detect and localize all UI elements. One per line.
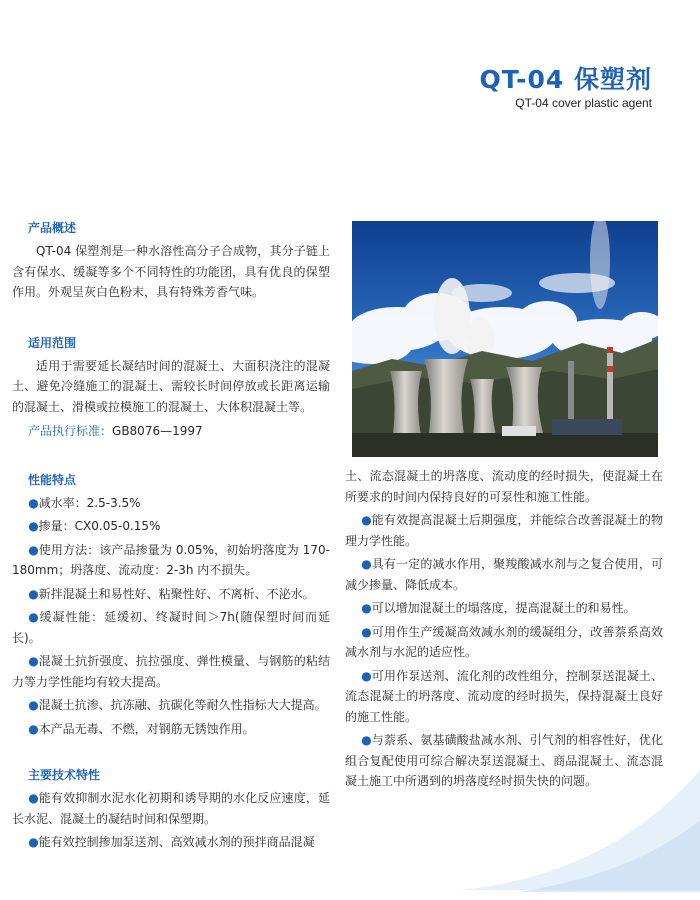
list-item: ●掺量：CX0.05-0.15% <box>28 519 161 533</box>
bullet-icon: ● <box>28 586 39 601</box>
bullet-icon: ● <box>28 495 39 510</box>
overview-heading: 产品概述 <box>28 221 77 235</box>
bullet-icon: ● <box>361 601 372 615</box>
scope-heading: 适用范围 <box>28 335 77 350</box>
list-item: ●可以增加混凝土的塌落度，提高混凝土的和易性。 <box>361 601 636 615</box>
list-item: ●可用作泵送剂、流化剂的改性组分，控制泵送混凝土、流态混凝土的坍落度、流动度的经时损失，保持混凝土良好的施工性能。 <box>345 668 663 724</box>
list-item: ●使用方法：该产品掺量为 0.05%，初始坍落度为 170-180mm；坍落度、流动度：2-3h 内不损失。 <box>12 542 330 577</box>
bullet-icon: ● <box>361 668 372 683</box>
bullet-icon: ● <box>28 542 39 557</box>
list-item: ●缓凝性能：延缓初、终凝时间＞7h(随保塑时间而延长)。 <box>12 610 330 645</box>
standard-line <box>28 421 330 442</box>
decorative-wave <box>340 730 700 900</box>
product-title: QT-04 保塑剂 <box>479 65 652 94</box>
bullet-icon: ● <box>28 654 39 668</box>
list-item: ●与萘系、氨基磺酸盐减水剂、引气剂的相容性好，优化组合复配使用可综合解决泵送混凝土、商品混凝土、流态混凝土施工中所遇到的坍落度经时损失快的问题。 <box>345 733 663 788</box>
bullet-icon: ● <box>28 519 39 533</box>
performance-heading: 性能特点 <box>28 472 77 487</box>
list-item: ●能有效提高混凝土后期强度，并能综合改善混凝土的物理力学性能。 <box>345 513 663 548</box>
product-subtitle: QT-04 cover plastic agent <box>515 96 652 110</box>
list-item: ●本产品无毒、不燃，对钢筋无锈蚀作用。 <box>28 721 255 736</box>
left-column <box>12 218 330 856</box>
list-item: ●减水率：2.5-3.5% <box>28 495 141 510</box>
technical-heading: 主要技术特性 <box>28 768 101 782</box>
bullet-icon: ● <box>28 791 39 805</box>
bullet-icon: ● <box>28 835 39 849</box>
bullet-icon: ● <box>28 610 40 624</box>
standard-label: 产品执行标准： <box>28 424 113 438</box>
standard-value: GB8076—1997 <box>112 424 203 438</box>
technical-continuation: 土、流态混凝土的坍落度、流动度的经时损失，使混凝土在所要求的时间内保持良好的可泵性和施工性能。 <box>345 469 663 504</box>
list-item: ●具有一定的减水作用，聚羧酸减水剂与之复合使用，可减少掺量、降低成本。 <box>345 557 663 592</box>
list-item: ●能有效控制掺加泵送剂、高效减水剂的预拌商品混凝 <box>28 835 315 849</box>
bullet-icon: ● <box>361 624 372 639</box>
bullet-icon: ● <box>361 513 372 527</box>
bullet-icon: ● <box>361 557 372 571</box>
list-item: ●可用作生产缓凝高效减水剂的缓凝组分，改善萘系高效减水剂与水泥的适应性。 <box>345 624 663 659</box>
list-item: ●新拌混凝土和易性好、粘聚性好、不离析、不泌水。 <box>28 586 315 601</box>
bullet-icon: ● <box>361 733 372 747</box>
overview-text: QT-04 保塑剂是一种水溶性高分子合成物，其分子链上含有保水、缓凝等多个不同特性的功能团，具有优良的保塑作用。外观呈灰白色粉末，具有特殊芳香气味。 <box>12 244 330 299</box>
bullet-icon: ● <box>28 698 39 712</box>
list-item: ●混凝土抗渗、抗冻融、抗碳化等耐久性指标大大提高。 <box>28 698 327 712</box>
bullet-icon: ● <box>28 721 39 736</box>
list-item: ●能有效抑制水泥水化初期和诱导期的水化反应速度，延长水泥、混凝土的凝结时间和保塑期。 <box>12 791 330 826</box>
scope-text: 适用于需要延长凝结时间的混凝土、大面积浇注的混凝土、避免冷缝施工的混凝土、需较长时间停放或长距离运输的混凝土、滑模或拉模施工的混凝土、大体积混凝土等。 <box>12 358 330 414</box>
cooling-towers-photo <box>352 221 658 457</box>
list-item: ●混凝土抗折强度、抗拉强度、弹性模量、与钢筋的粘结力等力学性能均有较大提高。 <box>12 654 330 689</box>
